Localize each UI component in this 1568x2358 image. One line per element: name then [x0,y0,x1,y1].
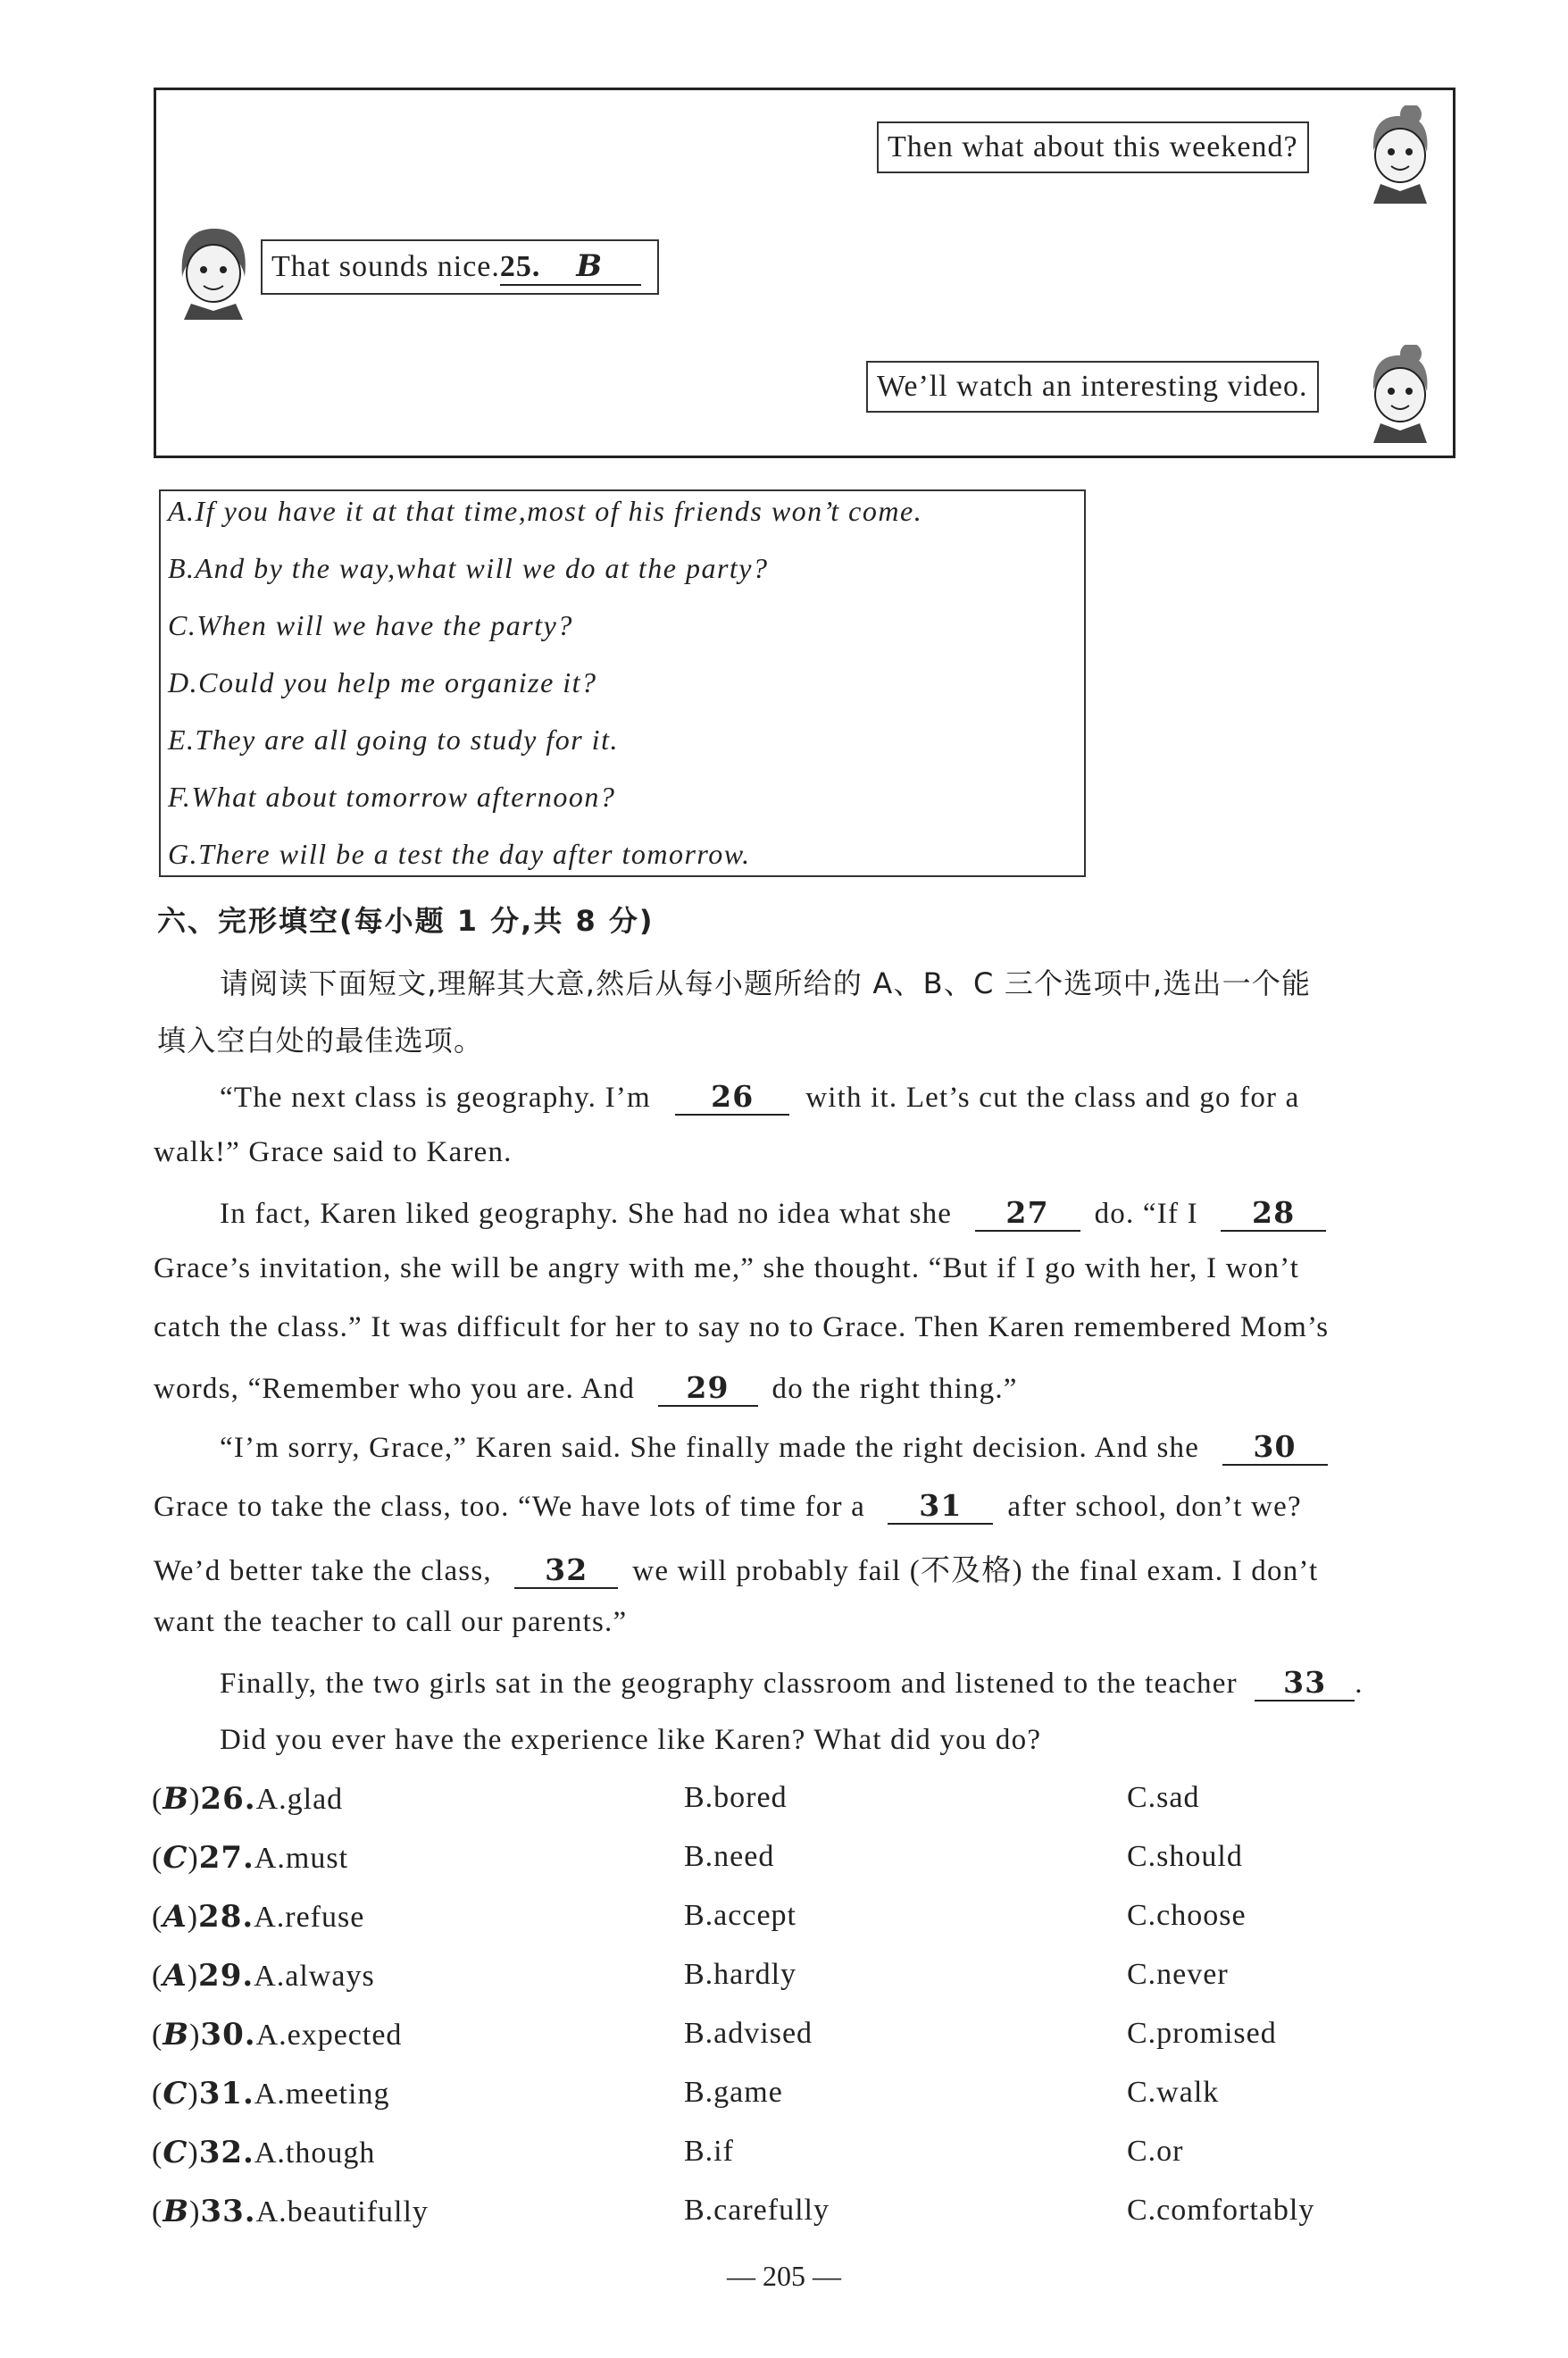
page-number-value: 205 [763,2260,805,2292]
question-32-option-c: C.or [1127,2135,1184,2168]
question-28-option-b: B.accept [684,1899,797,1932]
girl-avatar-icon [1355,345,1441,443]
question-33-option-b: B.carefully [684,2194,830,2227]
question-30: (B)30.A.expected [152,2017,403,2053]
bubble-text: That sounds nice. [271,250,500,283]
blank-30: 30 [1222,1429,1328,1466]
question-28-option-c: C.choose [1127,1899,1247,1932]
question-29-option-c: C.never [1127,1958,1229,1991]
question-30-option-c: C.promised [1127,2017,1277,2050]
passage-line: Grace to take the class, too. “We have lots of time for a 31 after school, don’t we? [154,1488,1302,1523]
passage-line: walk!” Grace said to Karen. [154,1136,513,1168]
option-d: D.Could you help me organize it? [168,666,597,698]
section-title: 六、完形填空(每小题 1 分,共 8 分) [157,904,655,938]
speech-bubble-sounds-nice [261,239,659,295]
passage-line: We’d better take the class, 32 we will probably fail (不及格) the final exam. I don’t [154,1552,1319,1587]
passage-line: In fact, Karen liked geography. She had no idea what she 27 do. “If I 28 [220,1195,1326,1232]
blank-number: 25. [499,250,541,283]
instruction-line-2: 填入空白处的最佳选项。 [157,1024,484,1058]
passage-line: words, “Remember who you are. And 29 do the right thing.” [154,1370,1018,1405]
question-27: (C)27.A.must [152,1840,349,1876]
question-27-option-b: B.need [684,1840,775,1873]
blank-26: 26 [675,1079,789,1116]
blank-31: 31 [888,1488,993,1525]
question-30-option-b: B.advised [684,2017,813,2050]
options-box [159,489,1086,877]
girl-avatar-icon [1355,105,1441,204]
question-31-option-c: C.walk [1127,2076,1220,2109]
question-26: (B)26.A.glad [152,1781,344,1817]
question-31-option-b: B.game [684,2076,783,2109]
passage-line: “I’m sorry, Grace,” Karen said. She finally made the right decision. And she 30 [220,1429,1328,1466]
option-e: E.They are all going to study for it. [168,723,619,756]
bubble-text: Then what about this weekend? [888,130,1298,163]
blank-29: 29 [658,1370,758,1407]
page-number: — 205 — [727,2260,841,2292]
blank-32: 32 [514,1552,618,1589]
woman-avatar-icon [170,222,255,320]
question-32-option-b: B.if [684,2135,734,2168]
option-f: F.What about tomorrow afternoon? [168,781,616,813]
bubble-text: We’ll watch an interesting video. [877,370,1308,403]
option-c: C.When will we have the party? [168,609,573,641]
passage-line: Did you ever have the experience like Karen? What did you do? [220,1724,1042,1756]
question-27-option-c: C.should [1127,1840,1243,1873]
instruction-line-1: 请阅读下面短文,理解其大意,然后从每小题所给的 A、B、C 三个选项中,选出一个能 [220,966,1312,1000]
option-b: B.And by the way,what will we do at the party? [168,552,769,584]
question-26-option-b: B.bored [684,1781,788,1814]
passage-line: catch the class.” It was difficult for her to say no to Grace. Then Karen remembered Mom’s [154,1311,1330,1343]
blank-28: 28 [1221,1195,1326,1232]
question-28: (A)28.A.refuse [152,1899,365,1935]
question-26-option-c: C.sad [1127,1781,1200,1814]
answer-blank-25 [500,248,641,286]
question-33-option-c: C.comfortably [1127,2194,1315,2227]
option-g: G.There will be a test the day after tomorrow. [168,838,751,870]
question-31: (C)31.A.meeting [152,2076,390,2111]
option-a: A.If you have it at that time,most of his friends won’t come. [168,495,923,527]
passage-line: want the teacher to call our parents.” [154,1606,628,1638]
question-33: (B)33.A.beautifully [152,2194,429,2229]
blank-27: 27 [975,1195,1080,1232]
speech-bubble-weekend [877,121,1309,173]
blank-33: 33 [1255,1665,1355,1702]
passage-line: Grace’s invitation, she will be angry with me,” she thought. “But if I go with her, I won’t [154,1252,1300,1284]
blank-answer: B [576,248,604,284]
speech-bubble-video [866,361,1319,413]
question-29-option-b: B.hardly [684,1958,797,1991]
passage-line: Finally, the two girls sat in the geography classroom and listened to the teacher 33 . [220,1665,1364,1700]
question-32: (C)32.A.though [152,2135,376,2170]
passage-line: “The next class is geography. I’m 26 with it. Let’s cut the class and go for a [220,1079,1300,1114]
question-29: (A)29.A.always [152,1958,375,1994]
